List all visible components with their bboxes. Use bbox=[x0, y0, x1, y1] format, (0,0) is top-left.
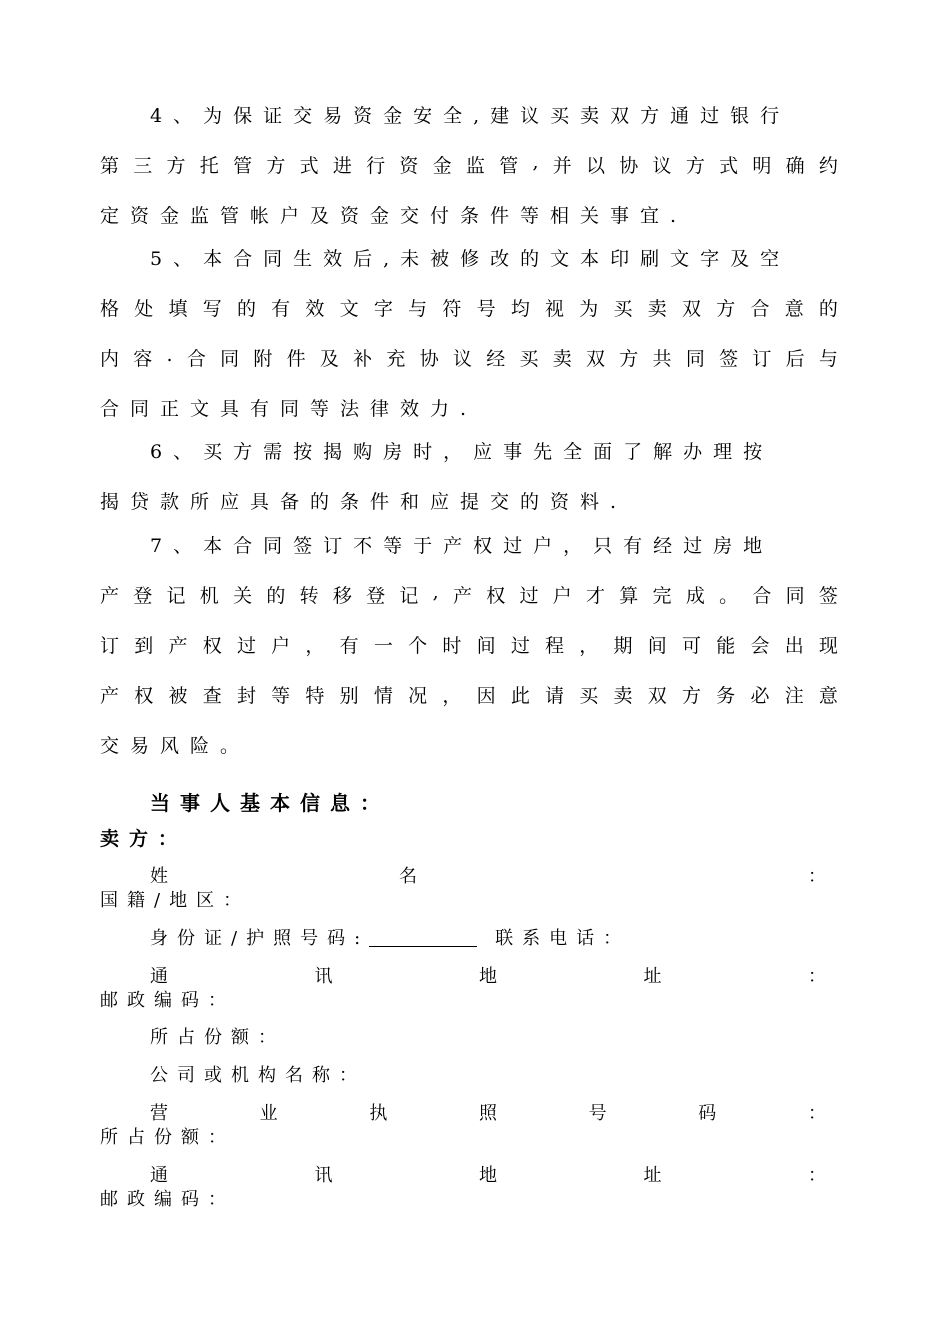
company-label: 公司或机构名称： bbox=[150, 1065, 366, 1086]
seller-name-row bbox=[150, 862, 826, 888]
license-char-6: 码 bbox=[698, 1103, 717, 1124]
clause-4-line-3: 定资金监管帐户及资金交付条件等相关事宜. bbox=[100, 205, 688, 227]
nationality-label: 国籍/地区： bbox=[100, 890, 251, 911]
license-char-5: 号 bbox=[588, 1103, 607, 1124]
address2-row bbox=[150, 1161, 826, 1187]
address-colon: ： bbox=[808, 966, 826, 987]
clause-6-line-1: 6、买方需按揭购房时，应事先全面了解办理按 bbox=[150, 441, 774, 463]
address-char-3: 地 bbox=[479, 966, 497, 987]
id-number-label: 身份证/护照号码: bbox=[150, 928, 370, 949]
share-label: 所占份额： bbox=[150, 1027, 285, 1048]
clause-5-line-2: 格 处 填 写 的 有 效 文 字 与 符 号 均 视 为 买 卖 双 方 合 意 的 bbox=[100, 298, 838, 320]
license-char-3: 执 bbox=[369, 1103, 388, 1124]
name-char-2: 名 bbox=[399, 866, 417, 887]
address2-char-3: 地 bbox=[479, 1165, 497, 1186]
clause-7-line-3: 订 到 产 权 过 户 ， 有 一 个 时 间 过 程 ， 期 间 可 能 会 出 现 bbox=[100, 635, 838, 657]
clause-7-line-1: 7、本合同签订不等于产权过户，只有经过房地 bbox=[150, 535, 774, 557]
phone-label: 联系电话： bbox=[495, 928, 631, 949]
clause-7-line-4: 产 权 被 查 封 等 特 别 情 况 ， 因 此 请 买 卖 双 方 务 必 注 意 bbox=[100, 685, 838, 707]
address2-colon: ： bbox=[808, 1165, 826, 1186]
seller-label: 卖方： bbox=[100, 828, 188, 850]
clause-5-line-4: 合同正文具有同等法律效力. bbox=[100, 398, 478, 420]
address-row bbox=[150, 962, 826, 988]
postcode2-label: 邮政编码： bbox=[100, 1189, 235, 1210]
license-char-4: 照 bbox=[478, 1103, 497, 1124]
section-title: 当事人基本信息： bbox=[150, 791, 390, 815]
license-row bbox=[150, 1099, 826, 1125]
license-char-1: 营 bbox=[150, 1103, 168, 1124]
clause-4-line-2: 第 三 方 托 管 方 式 进 行 资 金 监 管 , 并 以 协 议 方 式 明 确 约 bbox=[100, 151, 838, 177]
license-colon: ： bbox=[807, 1103, 826, 1124]
clause-5-line-1: 5、本合同生效后,未被修改的文本印刷文字及空 bbox=[150, 248, 791, 270]
share2-label: 所占份额： bbox=[100, 1127, 235, 1148]
clause-7-line-5: 交易风险。 bbox=[100, 735, 251, 757]
clause-6-line-2: 揭贷款所应具备的条件和应提交的资料. bbox=[100, 491, 628, 513]
address-char-1: 通 bbox=[150, 966, 168, 987]
clause-5-line-3: 内 容 . 合 同 附 件 及 补 充 协 议 经 买 卖 双 方 共 同 签 订 后 与 bbox=[100, 344, 838, 370]
postcode-label: 邮政编码： bbox=[100, 990, 235, 1011]
name-char-1: 姓 bbox=[150, 866, 168, 887]
name-colon: ： bbox=[808, 866, 826, 887]
address2-char-2: 讯 bbox=[314, 1165, 333, 1186]
address-char-4: 址 bbox=[643, 966, 662, 987]
id-phone-row bbox=[150, 924, 630, 950]
address2-char-4: 址 bbox=[643, 1165, 662, 1186]
id-number-blank[interactable] bbox=[369, 928, 477, 947]
clause-4-line-1: 4、为保证交易资金安全,建议买卖双方通过银行 bbox=[150, 105, 791, 127]
address2-char-1: 通 bbox=[150, 1165, 168, 1186]
clause-7-line-2: 产 登 记 机 关 的 转 移 登 记 , 产 权 过 户 才 算 完 成 。 合 同 签 bbox=[100, 581, 838, 607]
address-char-2: 讯 bbox=[314, 966, 333, 987]
license-char-2: 业 bbox=[259, 1103, 278, 1124]
